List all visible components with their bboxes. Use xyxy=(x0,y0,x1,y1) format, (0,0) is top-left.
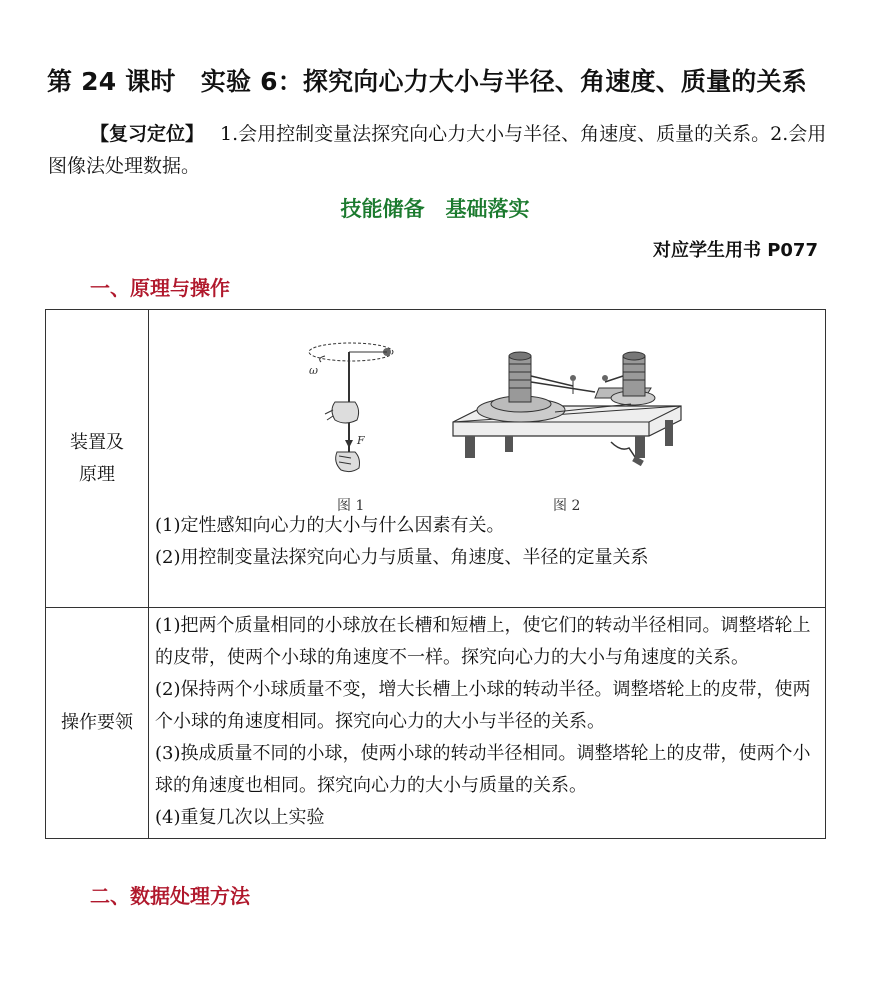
figure-2-apparatus-illustration xyxy=(445,342,705,492)
row-content-device xyxy=(149,310,826,608)
row-label-operation: 操作要领 xyxy=(46,608,149,839)
review-positioning xyxy=(48,118,838,182)
row-content-operation xyxy=(149,608,826,839)
review-tag: 【复习定位】 xyxy=(90,123,205,145)
device-item-2: (2)用控制变量法探究向心力与质量、角速度、半径的定量关系 xyxy=(155,547,649,568)
device-item-1: (1)定性感知向心力的大小与什么因素有关。 xyxy=(155,515,505,536)
heading-principle-operation: 一、原理与操作 xyxy=(90,276,230,300)
principle-operation-table xyxy=(45,309,826,839)
operation-item-4: (4)重复几次以上实验 xyxy=(155,807,325,828)
figure-1-caption: 图 1 xyxy=(337,498,365,514)
omega-label: ω xyxy=(309,364,318,377)
force-label: F xyxy=(357,434,365,447)
operation-item-1: (1)把两个质量相同的小球放在长槽和短槽上，使它们的转动半径相同。调整塔轮上的皮带，使两个小球的角速度不一样。探究向心力的大小与角速度的关系。 xyxy=(155,615,811,668)
figure-2-caption: 图 2 xyxy=(553,498,581,514)
row-label-device xyxy=(46,310,149,608)
figure-1-hand-rope-illustration xyxy=(305,340,405,490)
row-label-device-line1: 装置及 xyxy=(70,431,124,453)
row-label-device-line2: 原理 xyxy=(79,463,115,485)
page-title: 第 24 课时 实验 6：探究向心力大小与半径、角速度、质量的关系 xyxy=(47,67,807,96)
review-text: 1.会用控制变量法探究向心力大小与半径、角速度、质量的关系。2.会用图像法处理数据。 xyxy=(48,123,827,177)
heading-data-processing: 二、数据处理方法 xyxy=(90,884,250,908)
table-row xyxy=(46,310,826,608)
figures-area xyxy=(155,312,819,514)
operation-item-3: (3)换成质量不同的小球，使两小球的转动半径相同。调整塔轮上的皮带，使两个小球的角速度也相同。探究向心力的大小与质量的关系。 xyxy=(155,743,811,796)
table-row xyxy=(46,608,826,839)
student-book-reference: 对应学生用书 P077 xyxy=(652,240,818,261)
operation-item-2: (2)保持两个小球质量不变，增大长槽上小球的转动半径。调整塔轮上的皮带，使两个小球的角速度相同。探究向心力的大小与半径的关系。 xyxy=(155,679,811,732)
section-skill-heading: 技能储备 基础落实 xyxy=(340,197,530,221)
